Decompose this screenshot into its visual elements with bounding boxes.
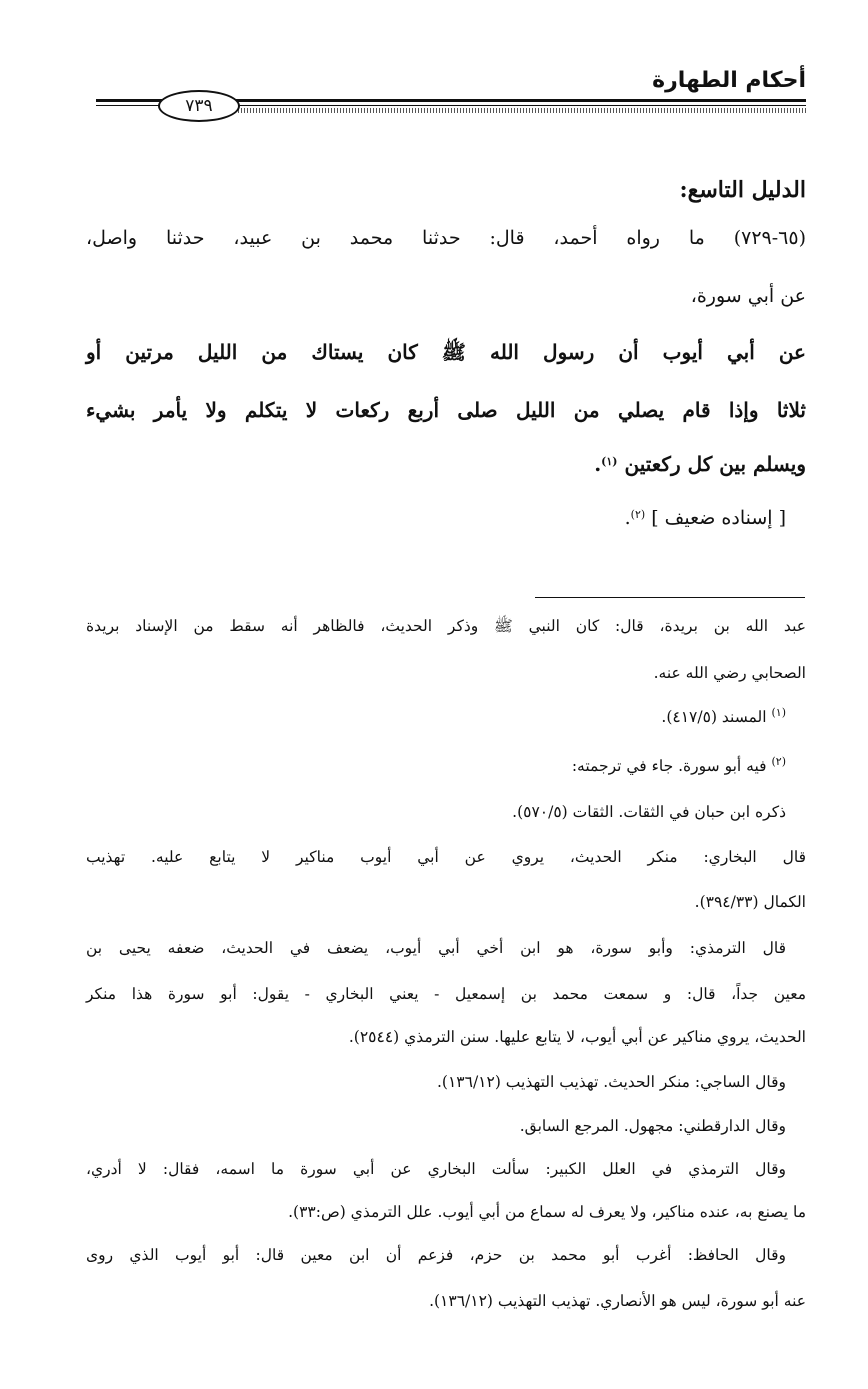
footnote-line: الحديث، يروي مناكير عن أبي أيوب، لا يتابع عليها. سنن الترمذي (٢٥٤٤). xyxy=(348,1028,806,1046)
footnote-line: وقال الحافظ: أغرب أبو محمد بن حزم، فزعم أن ابن معين قال: أبو أيوب الذي روى xyxy=(86,1246,786,1264)
footnote-line: وقال الترمذي في العلل الكبير: سألت البخاري عن أبي سورة ما اسمه، فقال: لا أدري، xyxy=(86,1160,786,1178)
footnote-line: معين جداً، قال: و سمعت محمد بن إسمعيل - يعني البخاري - يقول: أبو سورة هذا منكر xyxy=(86,985,806,1003)
footnote-ref-1: (١) xyxy=(601,455,618,468)
footnote-line: ما يصنع به، عنده مناكير، ولا يعرف له سماع من أبي أيوب. علل الترمذي (ص:٣٣). xyxy=(288,1203,806,1221)
footnote-line: الكمال (٣٩٤/٣٣). xyxy=(694,893,806,911)
footnote-line: قال الترمذي: وأبو سورة، هو ابن أخي أبي أيوب، يضعف في الحديث، ضعفه يحيى بن xyxy=(86,939,786,957)
footnote-2-marker: (٢) xyxy=(771,755,786,768)
hadith-text-line-1: عن أبي أيوب أن رسول الله ﷺ كان يستاك من الليل مرتين أو xyxy=(86,340,806,364)
footnote-ref-2: (٢) xyxy=(630,508,646,521)
footnote-line: ذكره ابن حبان في الثقات. الثقات (٥٧٠/٥). xyxy=(512,803,786,821)
footnote-line: وقال الدارقطني: مجهول. المرجع السابق. xyxy=(519,1117,786,1135)
header-rule-hatched xyxy=(238,108,806,113)
hadith-chain-line-2: عن أبي سورة، xyxy=(690,285,806,307)
hadith-text-line-3 xyxy=(86,452,806,476)
footnote-1-marker: (١) xyxy=(771,706,786,719)
running-title: أحكام الطهارة xyxy=(652,68,806,93)
footnote-line: وقال الساجي: منكر الحديث. تهذيب التهذيب (١٣٦/١٢). xyxy=(436,1073,786,1091)
hadith-text-end: . xyxy=(594,452,602,476)
isnad-grading xyxy=(86,507,786,529)
isnad-grading-text: [ إسناده ضعيف ] xyxy=(651,507,786,529)
footnote-line: قال البخاري: منكر الحديث، يروي عن أبي أيوب مناكير لا يتابع عليه. تهذيب xyxy=(86,848,806,866)
footnote-1 xyxy=(86,708,786,726)
section-heading: الدليل التاسع: xyxy=(679,177,806,203)
isnad-grading-end: . xyxy=(624,507,631,529)
footnote-line: عبد الله بن بريدة، قال: كان النبي ﷺ وذكر الحديث، فالظاهر أنه سقط من الإسناد بريدة xyxy=(86,617,806,635)
hadith-chain-line-1: (٦٥-٧٢٩) ما رواه أحمد، قال: حدثنا محمد بن عبيد، حدثنا واصل، xyxy=(86,227,806,249)
footnote-line: الصحابي رضي الله عنه. xyxy=(653,664,806,682)
footnote-2 xyxy=(86,757,786,775)
hadith-text-line-3-text: ويسلم بين كل ركعتين xyxy=(624,452,806,476)
hadith-text-line-2: ثلاثا وإذا قام يصلي من الليل صلى أربع ركعات لا يتكلم ولا يأمر بشيء xyxy=(86,398,806,422)
page-number: ٧٣٩ xyxy=(158,90,240,122)
footnote-line: عنه أبو سورة، ليس هو الأنصاري. تهذيب التهذيب (١٣٦/١٢). xyxy=(429,1292,806,1310)
footnote-2-text: فيه أبو سورة. جاء في ترجمته: xyxy=(571,757,767,775)
footnote-1-text: المسند (٤١٧/٥). xyxy=(661,708,767,726)
footnote-separator xyxy=(535,597,805,598)
